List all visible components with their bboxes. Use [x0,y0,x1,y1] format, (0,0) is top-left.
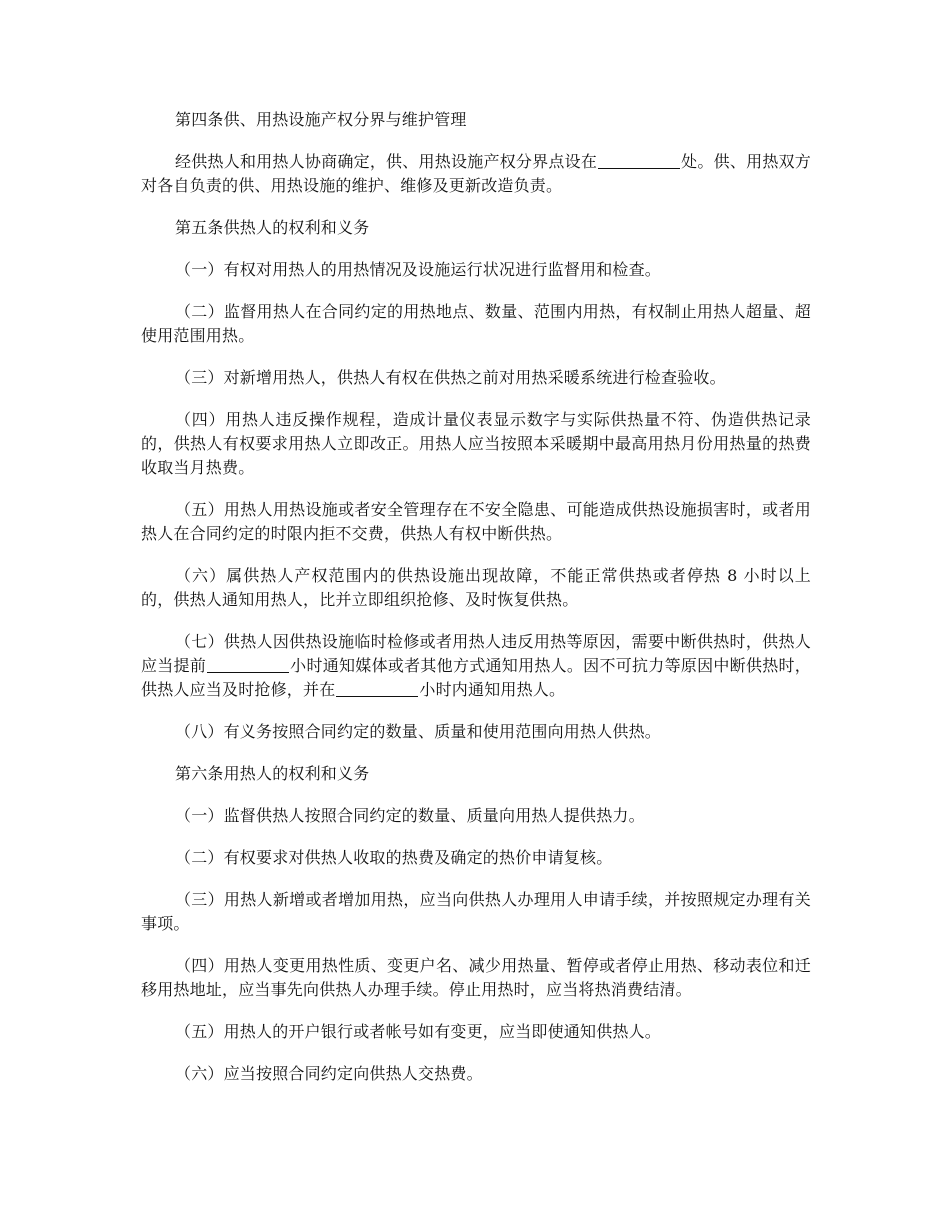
article-5-item-5: （五）用热人用热设施或者安全管理存在不安全隐患、可能造成供热设施损害时，或者用热人在合同约定的时限内拒不交费，供热人有权中断供热。 [141,500,811,543]
paragraph-text: 经供热人和用热人协商确定，供、用热设施产权分界点设在 [175,152,598,171]
article-5-item-7 [141,630,811,702]
paragraph-text: （七）供热人因供热设施临时检修或者用热人违反用热等原因，需要中断供热时，供热人应当提前 [141,632,811,675]
blank-field-advance-notice-hours[interactable] [207,656,289,673]
article-5-heading: 第五条供热人的权利和义务 [175,218,370,237]
article-6-item-4: （四）用热人变更用热性质、变更户名、减少用热量、暂停或者停止用热、移动表位和迁移用热地址，应当事先向供热人办理手续。停止用热时，应当将热消费结清。 [141,956,811,999]
paragraph-text: 小时通知媒体或者其他方式通知用热人。因不可抗力等原因中断供热时，供热人应当及时抢修，并在 [141,656,811,699]
article-5-item-6: （六）属供热人产权范围内的供热设施出现故障，不能正常供热或者停热 8 小时以上的，供热人通知用热人，比并立即组织抢修、及时恢复供热。 [141,566,811,609]
article-5-item-8: （八）有义务按照合同约定的数量、质量和使用范围向用热人供热。 [175,722,662,741]
paragraph-text: 处。供、用热双方对各自负责的供、用热设施的维护、维修及更新改造负责。 [141,152,811,195]
article-6-heading: 第六条用热人的权利和义务 [175,764,370,783]
blank-field-boundary-point[interactable] [598,152,680,169]
article-6-item-2: （二）有权要求对供热人收取的热费及确定的热价申请复核。 [175,848,613,867]
blank-field-notice-hours[interactable] [336,680,418,697]
article-5-item-3: （三）对新增用热人，供热人有权在供热之前对用热采暖系统进行检查验收。 [175,368,726,387]
article-5-item-4: （四）用热人违反操作规程，造成计量仪表显示数字与实际供热量不符、伪造供热记录的，供热人有权要求用热人立即改正。用热人应当按照本采暖期中最高用热月份用热量的热费收取当月热费。 [141,410,811,477]
article-6-item-5: （五）用热人的开户银行或者帐号如有变更，应当即使通知供热人。 [175,1022,662,1041]
article-5-item-1: （一）有权对用热人的用热情况及设施运行状况进行监督用和检查。 [175,260,662,279]
paragraph-text: 小时内通知用热人。 [419,680,566,699]
article-4-paragraph [141,150,811,198]
article-6-item-6: （六）应当按照合同约定向供热人交热费。 [175,1064,483,1083]
article-4-heading: 第四条供、用热设施产权分界与维护管理 [175,110,467,129]
document-body [141,108,811,1104]
article-5-item-2: （二）监督用热人在合同约定的用热地点、数量、范围内用热，有权制止用热人超量、超使用范围用热。 [141,302,811,345]
article-6-item-3: （三）用热人新增或者增加用热，应当向供热人办理用人申请手续，并按照规定办理有关事项。 [141,890,811,933]
article-6-item-1: （一）监督供热人按照合同约定的数量、质量向用热人提供热力。 [175,806,645,825]
